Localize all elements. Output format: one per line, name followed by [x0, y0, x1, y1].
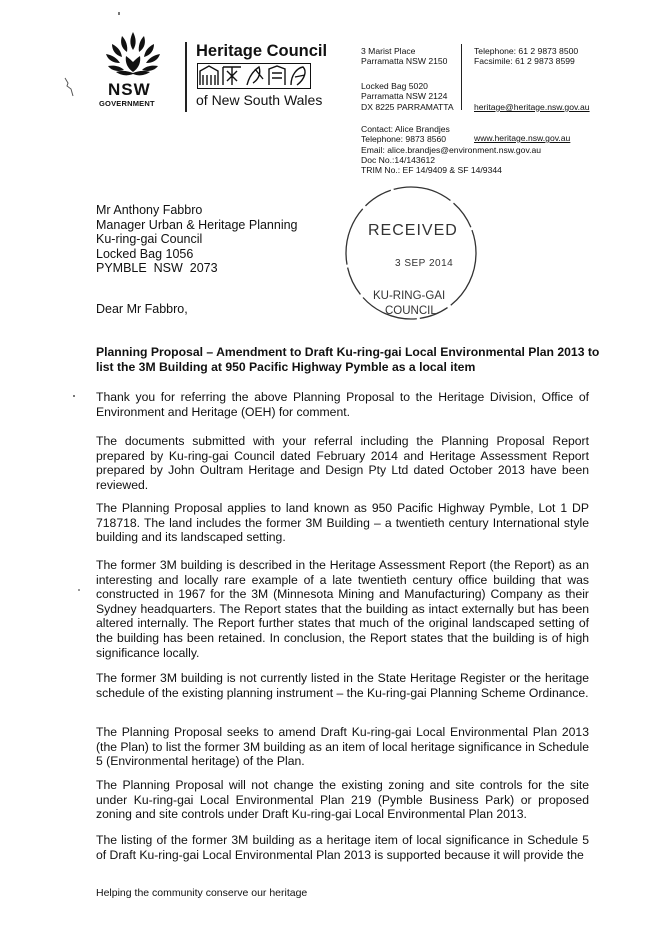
recipient-name: Mr Anthony Fabbro — [96, 203, 203, 217]
salutation: Dear Mr Fabbro, — [96, 302, 188, 316]
page-mark — [118, 12, 120, 15]
body-paragraph: The listing of the former 3M building as a heritage item of local significance in Schedule 5 of Draft Ku-ring-gai Local Environmental Plan 2013 is supported because it will provide the — [96, 833, 589, 862]
margin-mark — [78, 589, 80, 591]
stamp-received: RECEIVED — [368, 222, 458, 239]
contact-name: Contact: Alice Brandjes — [361, 124, 450, 134]
body-paragraph: The Planning Proposal will not change the existing zoning and site controls for the site under Ku-ring-gai Local Environmental Plan 219 (Pymble Business Park) or proposed zoning and site controls under Draft Ku-ring-gai Local Environmental Plan 2013. — [96, 778, 589, 822]
stamp-council-line1: KU-RING-GAI — [373, 290, 446, 302]
contact-email: Email: alice.brandjes@environment.nsw.gov.au — [361, 144, 542, 155]
trim-number: TRIM No.: EF 14/9409 & SF 14/9344 — [361, 165, 502, 176]
recipient-org: Ku-ring-gai Council — [96, 232, 203, 247]
stamp-date: 3 SEP 2014 — [395, 258, 454, 269]
heritage-council-title: Heritage Council — [196, 42, 328, 60]
body-paragraph: The documents submitted with your referral including the Planning Proposal Report prepared by Ku-ring-gai Council dated February 2014 and Heritage Assessment Report prepared by John Oultram Heritage and Design Pty Ltd dated October 2013 have been reviewed. — [96, 434, 589, 492]
recipient-box: Locked Bag 1056 — [96, 246, 194, 261]
phone-fax: Telephone: 61 2 9873 8500 Facsimile: 61 2 9873 8599 — [474, 46, 579, 67]
doc-number: Doc No.:14/143612 — [361, 154, 436, 165]
recipient-address — [96, 203, 298, 276]
website-link[interactable]: www.heritage.nsw.gov.au — [474, 133, 571, 144]
footer-tagline: Helping the community conserve our heritage — [96, 887, 308, 899]
recipient-title: Manager Urban & Heritage Planning — [96, 217, 298, 232]
pen-mark — [64, 77, 74, 97]
contact-block — [361, 124, 541, 175]
nsw-wordmark: NSW — [108, 80, 151, 99]
body-paragraph: The former 3M building is described in the Heritage Assessment Report (the Report) as an interesting and locally rare example of a late twentieth century office building that was constructed in 1967 for the 3M (Minnesota Mining and Manufacturing) Company as their Sydney headquarters. The Report states that the building as intact externally but has been altered internally. The Report further states that much of the original landscaped setting of the building has been retained. In conclusion, the Report states that the building is of high significance locally. — [96, 558, 589, 660]
heritage-council-emblem-icon — [197, 63, 311, 89]
subject-heading: Planning Proposal – Amendment to Draft Ku-ring-gai Local Environmental Plan 2013 to list the 3M Building at 950 Pacific Highway Pymble as a local item — [96, 345, 600, 374]
heritage-council-subtitle: of New South Wales — [196, 92, 323, 108]
body-paragraph: The Planning Proposal seeks to amend Draft Ku-ring-gai Local Environmental Plan 2013 (the Plan) to list the former 3M building as an item of local heritage significance in Schedule 5 (Environmental heritage) of the Plan. — [96, 725, 589, 769]
street-address: 3 Marist Place Parramatta NSW 2150 — [361, 46, 448, 67]
stamp-council-line2: COUNCIL — [385, 305, 437, 317]
recipient-town: PYMBLE NSW 2073 — [96, 261, 218, 276]
body-paragraph: The Planning Proposal applies to land known as 950 Pacific Highway Pymble, Lot 1 DP 718718. The land includes the former 3M Building – a twentieth century International style building and its landscaped setting. — [96, 501, 589, 545]
received-stamp — [343, 183, 479, 323]
email-link[interactable]: heritage@heritage.nsw.gov.au — [474, 101, 590, 112]
body-paragraph: Thank you for referring the above Planning Proposal to the Heritage Division, Office of Environment and Heritage (OEH) for comment. — [96, 390, 589, 419]
body-paragraph: The former 3M building is not currently listed in the State Heritage Register or the heritage schedule of the existing planning instrument – the Ku-ring-gai Planning Scheme Ordinance. — [96, 671, 589, 700]
postal-address: Locked Bag 5020 Parramatta NSW 2124 DX 8225 PARRAMATTA — [361, 81, 454, 112]
logo-divider — [185, 42, 187, 112]
government-wordmark: GOVERNMENT — [99, 99, 155, 108]
margin-mark — [73, 395, 75, 397]
address-divider — [461, 44, 462, 110]
contact-phone: Telephone: 9873 8560 — [361, 134, 447, 145]
